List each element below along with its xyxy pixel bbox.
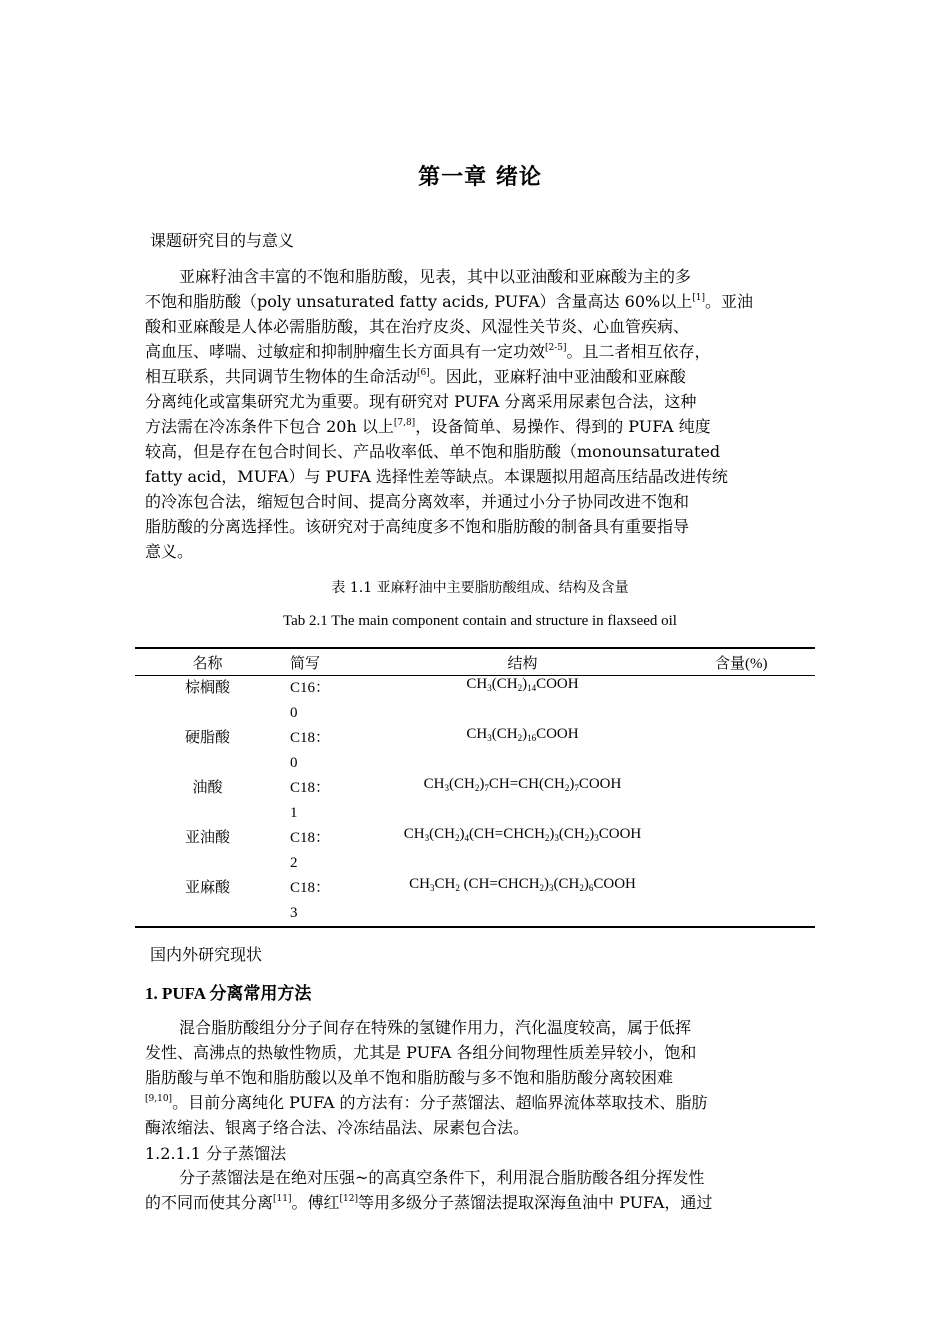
text-line: 不饱和脂肪酸（poly unsaturated fatty acids, PUFA）含量高达 60%以上[1]。亚油 (145, 292, 753, 311)
text-line: 方法需在冷冻条件下包合 20h 以上[7,8]，设备简单、易操作、得到的 PUFA 纯度 (145, 417, 711, 436)
cell-content (715, 676, 815, 727)
table-row (135, 876, 815, 927)
cell-content (715, 876, 815, 927)
text-line: 的冷冻包合法，缩短包合时间、提高分离效率，并通过小分子协同改进不饱和 (145, 492, 690, 511)
text-line: 的不同而使其分离[11]。傅红[12]等用多级分子蒸馏法提取深海鱼油中 PUFA，通过 (145, 1193, 713, 1212)
text-line: 亚麻籽油含丰富的不饱和脂肪酸，见表，其中以亚油酸和亚麻酸为主的多 (179, 267, 692, 286)
text-line: 酸和亚麻酸是人体必需脂肪酸，其在治疗皮炎、风湿性关节炎、心血管疾病、 (145, 317, 690, 336)
text-line: 较高，但是存在包合时间长、产品收率低、单不饱和脂肪酸（monounsaturated (145, 442, 721, 461)
cell-name: 亚油酸 (184, 830, 230, 846)
cell-structure: $CH_3(CH_2)_7CH=CH(CH_2)_7COOH$ (423, 776, 622, 793)
text-line: 相互联系，共同调节生物体的生命活动[6]。因此，亚麻籽油中亚油酸和亚麻酸 (145, 367, 686, 386)
table-header-row (135, 648, 815, 676)
paragraph-purpose (145, 264, 809, 564)
sub-sub-heading: 1.2.1.1 分子蒸馏法 (145, 1144, 287, 1163)
citation: [12] (339, 1194, 358, 1204)
text-line: 意义。 (145, 542, 194, 561)
citation: [2-5] (545, 343, 567, 353)
cell-abbr: C18： 3 (280, 876, 330, 927)
citation: [1] (692, 293, 705, 303)
cell-name: 棕榈酸 (184, 680, 230, 696)
cell-name: 硬脂酸 (184, 730, 230, 746)
section-heading-research-status: 国内外研究现状 (150, 945, 263, 964)
citation: [9,10] (145, 1094, 173, 1104)
cell-name: 亚麻酸 (135, 876, 280, 927)
paragraph-methods (145, 1015, 809, 1140)
cell-name: 油酸 (192, 780, 223, 796)
cell-abbr: C16： 0 (290, 680, 331, 721)
text-line: 酶浓缩法、银离子络合法、冷冻结晶法、尿素包合法。 (145, 1118, 530, 1137)
text-line: 发性、高沸点的热敏性物质，尤其是 PUFA 各组分间物理性质差异较小，饱和 (145, 1043, 697, 1062)
cell-abbr: C18： 0 (290, 730, 331, 771)
cell-abbr: C18： 1 (290, 780, 331, 821)
table-caption-en: Tab 2.1 The main component contain and structure in flaxseed oil (283, 613, 677, 629)
col-header-abbr: 简写 (280, 648, 330, 676)
text-line: 脂肪酸与单不饱和脂肪酸以及单不饱和脂肪酸与多不饱和脂肪酸分离较困难 (145, 1068, 674, 1087)
text-line: 分离纯化或富集研究尤为重要。现有研究对 PUFA 分离采用尿素包合法，这种 (145, 392, 697, 411)
table-row (135, 826, 815, 876)
table-row (135, 776, 815, 826)
table-row (135, 676, 815, 727)
table-row (135, 726, 815, 776)
cell-content (715, 776, 815, 826)
cell-structure: $CH_3(CH_2)_{14}COOH$ (466, 676, 579, 693)
cell-structure: $CH_3(CH_2)_4(CH=CHCH_2)_3(CH_2)_3COOH$ (403, 826, 642, 843)
text-line: 高血压、哮喘、过敏症和抑制肿瘤生长方面具有一定功效[2-5]。且二者相互依存， (145, 342, 711, 361)
col-header-content: 含量(%) (715, 648, 815, 676)
text-line: 分子蒸馏法是在绝对压强~的高真空条件下，利用混合脂肪酸各组分挥发性 (179, 1168, 705, 1187)
chapter-title: 第一章 绪论 (418, 165, 542, 190)
text-line: 混合脂肪酸组分分子间存在特殊的氢键作用力，汽化温度较高，属于低挥 (179, 1018, 692, 1037)
cell-content (715, 726, 815, 776)
col-header-name: 名称 (135, 648, 280, 676)
text-line: [9,10]。目前分离纯化 PUFA 的方法有：分子蒸馏法、超临界流体萃取技术、脂肪 (145, 1093, 708, 1112)
text-line: 脂肪酸的分离选择性。该研究对于高纯度多不饱和脂肪酸的制备具有重要指导 (145, 517, 690, 536)
fatty-acid-table (135, 647, 815, 928)
citation: [11] (273, 1194, 292, 1204)
cell-content (715, 826, 815, 876)
paragraph-molecular-distillation (145, 1165, 809, 1215)
citation: [6] (417, 368, 430, 378)
cell-abbr: C18： 2 (290, 830, 331, 871)
cell-structure: $CH_3(CH_2)_{16}COOH$ (466, 726, 579, 743)
subsection-heading: 1. PUFA 分离常用方法 (145, 984, 312, 1003)
citation: [7,8] (393, 418, 416, 428)
text-line: fatty acid，MUFA）与 PUFA 选择性差等缺点。本课题拟用超高压结晶改进传统 (145, 467, 728, 486)
table-caption-cn: 表 1.1 亚麻籽油中主要脂肪酸组成、结构及含量 (331, 580, 629, 596)
cell-structure: $CH_3CH_2$ $(CH=CHCH_2)_3(CH_2)_6COOH$ (330, 876, 715, 927)
section-heading-purpose: 课题研究目的与意义 (150, 231, 295, 250)
col-header-structure: 结构 (330, 648, 715, 676)
